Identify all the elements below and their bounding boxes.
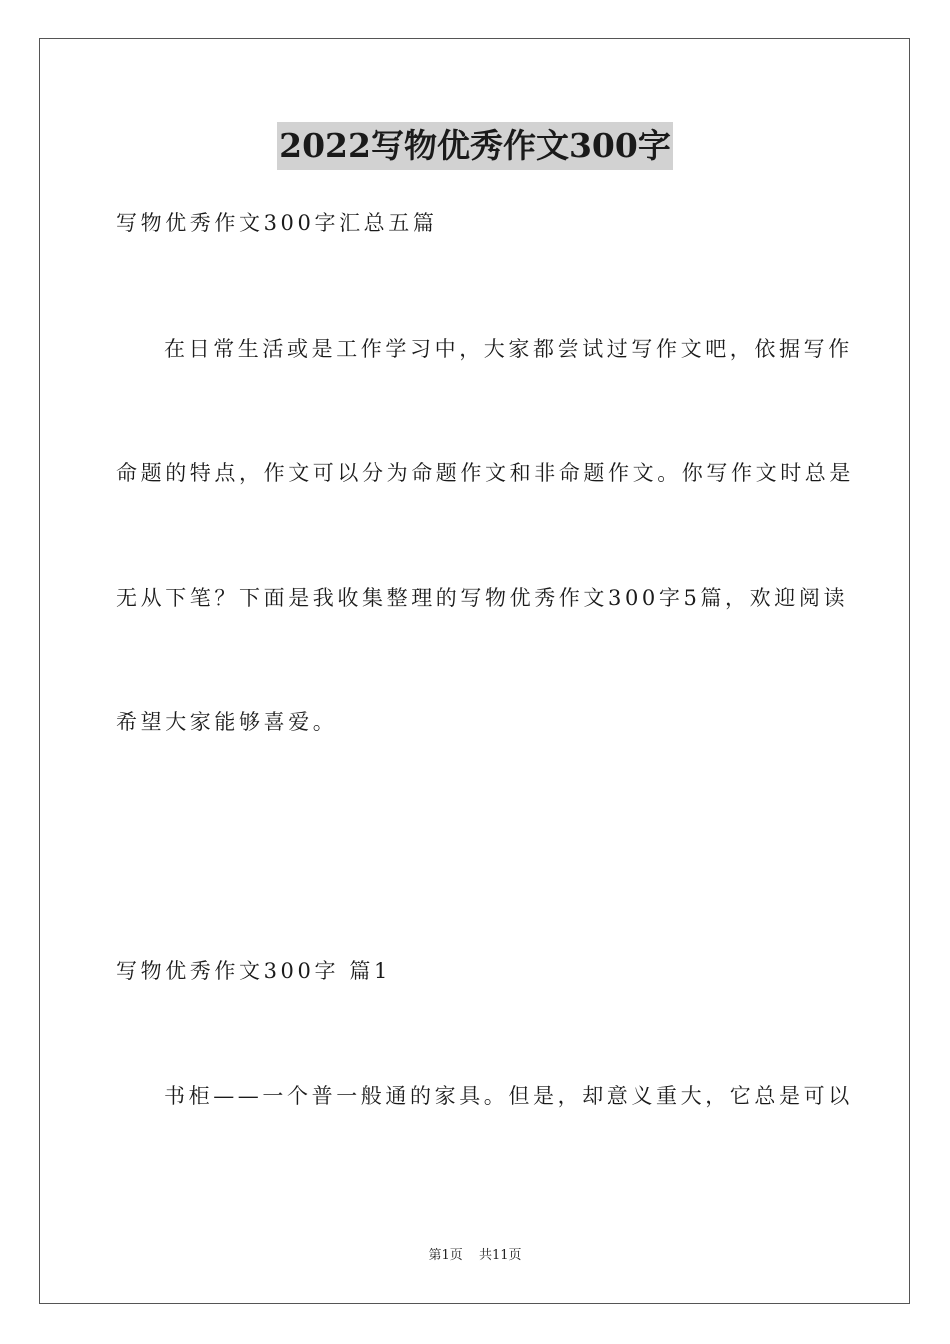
document-title: 2022写物优秀作文300字 — [277, 122, 673, 170]
section-heading: 写物优秀作文300字 篇1 — [116, 959, 391, 983]
intro-line-2: 命题的特点，作文可以分为命题作文和非命题作文。你写作文时总是 — [116, 461, 854, 485]
intro-line-4: 希望大家能够喜爱。 — [116, 710, 338, 734]
title-container — [0, 122, 950, 170]
body-line-1: 书柜——一个普一般通的家具。但是，却意义重大，它总是可以 — [164, 1084, 853, 1108]
document-subtitle: 写物优秀作文300字汇总五篇 — [116, 211, 438, 235]
intro-line-3: 无从下笔？下面是我收集整理的写物优秀作文300字5篇，欢迎阅读 — [116, 586, 849, 610]
page-footer — [0, 1247, 950, 1265]
page-number: 第1页 — [428, 1248, 463, 1263]
intro-line-1: 在日常生活或是工作学习中，大家都尝试过写作文吧，依据写作 — [164, 337, 853, 361]
page-total: 共11页 — [478, 1248, 522, 1263]
